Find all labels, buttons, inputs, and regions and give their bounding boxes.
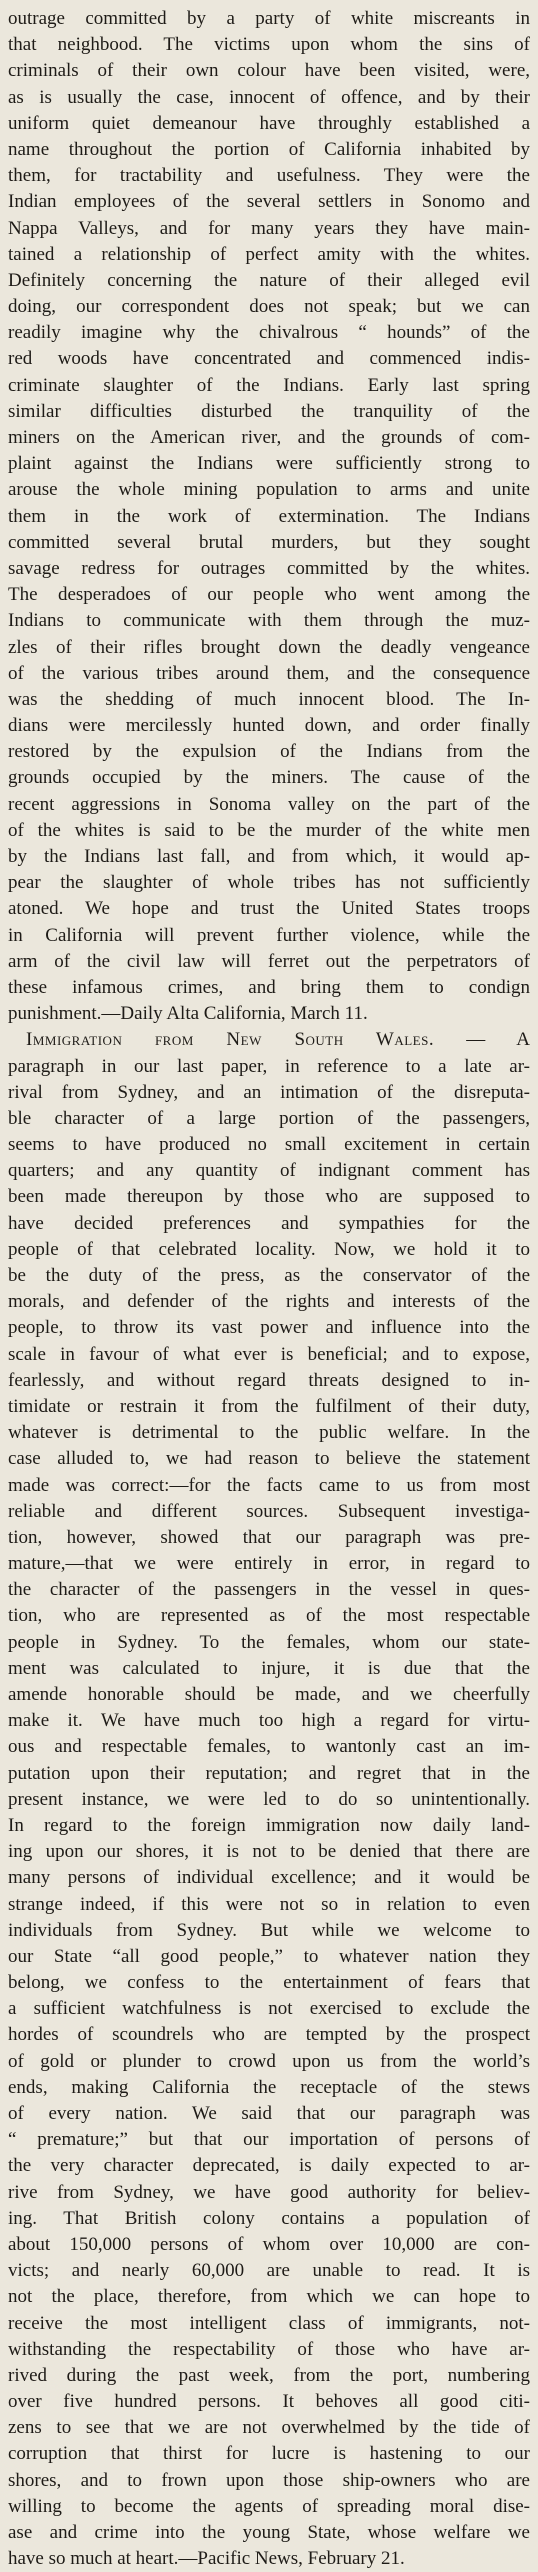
text-line: outrage committed by a party of white miscreants in [8,8,530,29]
text-line: quarters; and any quantity of indignant comment has [8,1160,530,1182]
text-line: people in Sydney. To the females, whom our state- [8,1631,530,1653]
text-line: rived during the past week, from the port, numbering [8,2364,530,2386]
text-line: tion, however, showed that our paragraph was pre- [8,1526,530,1548]
text-line: punishment.—Daily Alta California, March 11. [8,1003,368,1025]
text-line: willing to become the agents of spreading moral dise- [8,2495,530,2517]
text-line: restored by the expulsion of the Indians from the [8,741,530,763]
text-line: in California will prevent further violence, while the [8,924,530,946]
text-line: rival from Sydney, and an intimation of the disreputa- [8,1081,530,1103]
text-line: of every nation. We said that our paragraph was [8,2103,530,2124]
text-line: arm of the civil law will ferret out the perpetrators of [8,950,530,972]
text-line: ing upon our shores, it is not to be denied that there are [8,1841,530,1863]
text-line: the character of the passengers in the vessel in ques- [8,1579,530,1601]
article-heading: Immigration from New South Wales. [26,1029,435,1051]
text-line: our State “all good people,” to whatever nation they [8,1945,530,1967]
text-line: have so much at heart.—Pacific News, February 21. [8,2548,405,2570]
text-line: withstanding the respectability of those who have ar- [8,2338,530,2360]
text-line: grounds occupied by the miners. The cause of the [8,767,530,789]
text-line: reliable and different sources. Subsequent investiga- [8,1500,530,1522]
text-line: victs; and nearly 60,000 are unable to read. It is [8,2260,530,2282]
text-line: putation upon their reputation; and regret that in the [8,1762,530,1784]
text-line: ends, making California the receptacle of the stews [8,2076,530,2098]
text-line: criminate slaughter of the Indians. Early last spring [8,374,530,396]
text-line: criminals of their own colour have been visited, were, [8,60,530,82]
text-line: whatever is detrimental to the public welfare. In the [8,1422,530,1444]
text-line: have decided preferences and sympathies for the [8,1212,530,1234]
text-line: many persons of individual excellence; and it would be [8,1867,530,1889]
text-line: shores, and to frown upon those ship-owners who are [8,2469,530,2491]
text-line: fearlessly, and without regard threats designed to in- [8,1369,530,1391]
article-indian-violence [8,6,530,1027]
text-line: receive the most intelligent class of immigrants, not- [8,2312,530,2334]
text-line: them in the work of extermination. The Indians [8,505,530,527]
text-line: that neighbood. The victims upon whom the sins of [8,34,530,56]
text-line: Definitely concerning the nature of their alleged evil [8,269,530,291]
text-line: uniform quiet demeanour have throughly established a [8,112,530,134]
text-line: morals, and defender of the rights and interests of the [8,1291,530,1313]
text-line: pear the slaughter of whole tribes has not sufficiently [8,872,530,894]
text-line: tained a relationship of perfect amity with the whites. [8,243,530,265]
text-line: been made thereupon by those who are supposed to [8,1186,530,1208]
text-line: arouse the whole mining population to arms and unite [8,479,530,501]
text-line: miners on the American river, and the grounds of com- [8,427,530,448]
text-line: ase and crime into the young State, whose welfare we [8,2522,530,2543]
article-heading-tail: — A [466,1029,530,1051]
article-heading-line [8,1027,530,1053]
text-line: ing. That British colony contains a population of [8,2207,530,2229]
text-line: rive from Sydney, we have good authority for believ- [8,2181,530,2203]
text-line: be the duty of the press, as the conservator of the [8,1265,530,1286]
text-line: zens to see that we are not overwhelmed by the tide of [8,2417,530,2439]
text-line: people, to throw its vast power and influence into the [8,1317,530,1339]
text-line: not the place, therefore, from which we can hope to [8,2286,530,2308]
text-line: case alluded to, we had reason to believe the statement [8,1448,530,1470]
text-line: red woods have concentrated and commenced indis- [8,348,530,370]
text-line: doing, our correspondent does not speak; but we can [8,296,530,318]
text-line: make it. We have much too high a regard for virtu- [8,1710,530,1732]
text-line: paragraph in our last paper, in reference to a late ar- [8,1055,530,1077]
text-line: similar difficulties disturbed the tranquility of the [8,400,530,422]
text-line: Indian employees of the several settlers in Sonomo and [8,191,530,213]
text-line: recent aggressions in Sonoma valley on the part of the [8,793,530,815]
text-line: about 150,000 persons of whom over 10,000 are con- [8,2233,530,2255]
text-line: The desperadoes of our people who went among the [8,584,530,606]
text-line: corruption that thirst for lucre is hastening to our [8,2443,530,2465]
text-line: ble character of a large portion of the passengers, [8,1107,530,1129]
text-line: belong, we confess to the entertainment of fears that [8,1972,530,1994]
text-line: ous and respectable females, to wantonly cast an im- [8,1736,530,1758]
text-line: plaint against the Indians were sufficiently strong to [8,453,530,475]
text-line: “ premature;” but that our importation of persons of [8,2129,530,2151]
text-line: people of that celebrated locality. Now, we hold it to [8,1238,530,1260]
text-line: dians were mercilessly hunted down, and order finally [8,715,530,737]
text-line: of the whites is said to be the murder of the white men [8,819,530,841]
text-line: atoned. We hope and trust the United States troops [8,898,530,920]
text-line: of gold or plunder to crowd upon us from the world’s [8,2050,530,2072]
text-line: readily imagine why the chivalrous “ hounds” of the [8,322,530,344]
text-line: by the Indians last fall, and from which, it would ap- [8,846,530,867]
text-line: Indians to communicate with them through the muz- [8,610,530,632]
text-line: over five hundred persons. It behoves all good citi- [8,2391,530,2413]
text-line: them, for tractability and usefulness. They were the [8,165,530,187]
text-line: seems to have produced no small excitement in certain [8,1134,530,1156]
text-line: strange indeed, if this were not so in relation to even [8,1893,530,1915]
text-line: scale in favour of what ever is beneficial; and to expose, [8,1343,530,1365]
text-line: individuals from Sydney. But while we welcome to [8,1919,530,1941]
text-line: In regard to the foreign immigration now daily land- [8,1814,530,1836]
text-line: present instance, we were led to do so unintentionally. [8,1788,530,1810]
text-line: timidate or restrain it from the fulfilment of their duty, [8,1395,530,1417]
text-line: name throughout the portion of California inhabited by [8,138,530,160]
text-line: committed several brutal murders, but they sought [8,531,530,553]
text-line: zles of their rifles brought down the deadly vengeance [8,636,530,658]
text-line: these infamous crimes, and bring them to condign [8,976,530,998]
text-line: made was correct:—for the facts came to us from most [8,1474,530,1496]
article-immigration-new-south-wales [8,1027,530,2572]
text-line: as is usually the case, innocent of offence, and by their [8,86,530,108]
text-line: Nappa Valleys, and for many years they have main- [8,217,530,239]
text-line: of the various tribes around them, and the consequence [8,662,530,684]
text-line: ment was calculated to injure, it is due that the [8,1657,530,1679]
text-line: the very character deprecated, is daily expected to ar- [8,2155,530,2177]
text-line: amende honorable should be made, and we cheerfully [8,1684,530,1705]
text-line: savage redress for outrages committed by the whites. [8,557,530,579]
text-line: tion, who are represented as of the most respectable [8,1605,530,1627]
text-line: hordes of scoundrels who are tempted by the prospect [8,2024,530,2046]
text-line: was the shedding of much innocent blood. The In- [8,688,530,710]
text-line: mature,—that we were entirely in error, in regard to [8,1553,530,1575]
text-line: a sufficient watchfulness is not exercised to exclude the [8,1998,530,2020]
